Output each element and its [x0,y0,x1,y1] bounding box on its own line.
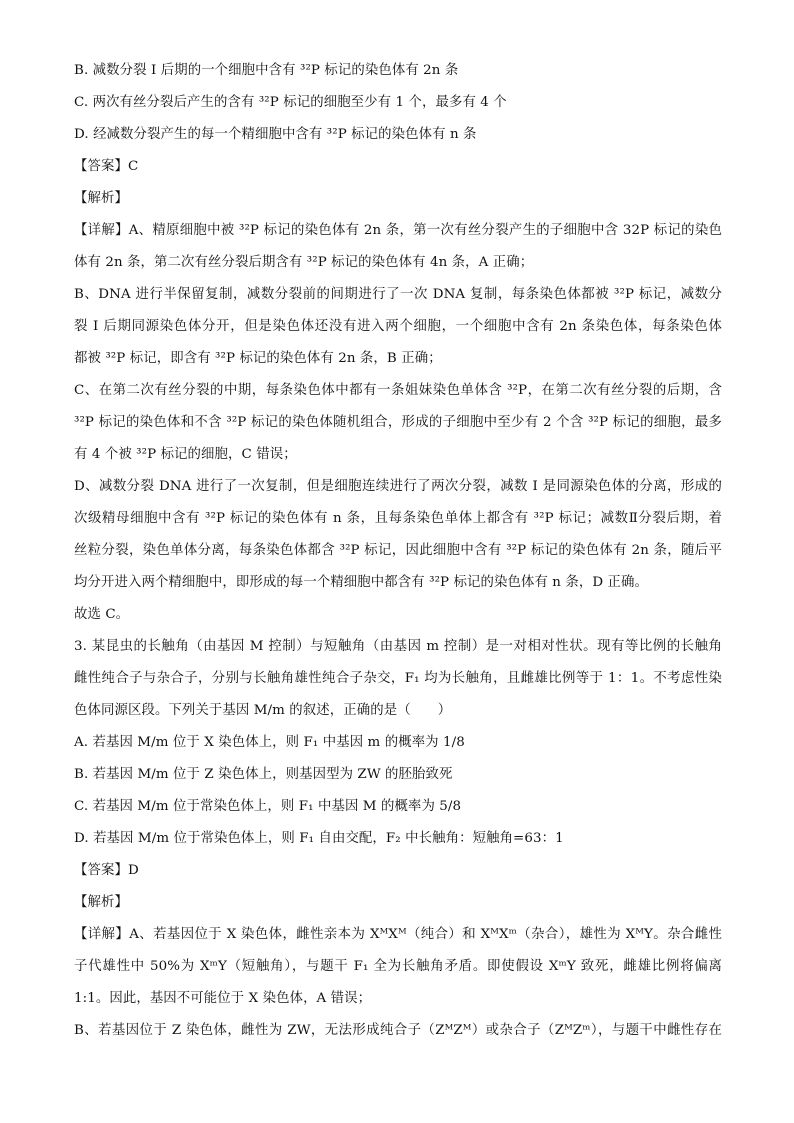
text-line: C、在第二次有丝分裂的中期，每条染色体中都有一条姐妹染色单体含 ³²P，在第二次有丝分裂的后期，含 [74,383,722,398]
text-line: 子代雄性中 50%为 XᵐY（短触角），与题干 F₁ 全为长触角矛盾。即使假设 XᵐY 致死，雌雄比例将偏离 [74,959,722,974]
text-line: 【详解】A、精原细胞中被 ³²P 标记的染色体有 2n 条，第一次有丝分裂产生的子细胞中含 32P 标记的染色 [74,223,722,238]
text-line: B、若基因位于 Z 染色体，雌性为 ZW，无法形成纯合子（ZᴹZᴹ）或杂合子（ZᴹZᵐ），与题干中雌性存在 [74,1023,722,1038]
text-line: 1:1。因此，基因不可能位于 X 染色体，A 错误； [74,991,372,1006]
text-line: 色体同源区段。下列关于基因 M/m 的叙述，正确的是（ ） [74,703,452,718]
text-line: 次级精母细胞中含有 ³²P 标记的染色体有 n 条，且每条染色单体上都含有 ³²P 标记；减数Ⅱ分裂后期，着 [74,511,722,526]
text-line: B. 若基因 M/m 位于 Z 染色体上，则基因型为 ZW 的胚胎致死 [74,767,453,782]
text-line: 体有 2n 条，第二次有丝分裂后期含有 ³²P 标记的染色体有 4n 条，A 正确； [74,255,534,270]
text-line: 3. 某昆虫的长触角（由基因 M 控制）与短触角（由基因 m 控制）是一对相对性状。现有等比例的长触角 [74,639,722,654]
text-line: 丝粒分裂，染色单体分离，每条染色体都含 ³²P 标记，因此细胞中含有 ³²P 标记的染色体有 2n 条，随后平 [74,543,722,558]
text-line: A. 若基因 M/m 位于 X 染色体上，则 F₁ 中基因 m 的概率为 1/8 [74,735,465,750]
text-line: 【解析】 [74,895,128,910]
text-line: D. 经减数分裂产生的每一个精细胞中含有 ³²P 标记的染色体有 n 条 [74,127,477,142]
text-line: 【答案】C [74,159,139,174]
text-line: 有 4 个被 ³²P 标记的细胞，C 错误； [74,447,297,462]
text-line: B. 减数分裂 I 后期的一个细胞中含有 ³²P 标记的染色体有 2n 条 [74,63,459,78]
text-line: 均分开进入两个精细胞中，即形成的每一个精细胞中都含有 ³²P 标记的染色体有 n 条，D 正确。 [74,575,649,590]
text-line: 都被 ³²P 标记，即含有 ³²P 标记的染色体有 2n 条，B 正确； [74,351,442,366]
text-line: C. 两次有丝分裂后产生的含有 ³²P 标记的细胞至少有 1 个，最多有 4 个 [74,95,507,110]
text-line: 故选 C。 [74,607,130,622]
text-line: 【详解】A、若基因位于 X 染色体，雌性亲本为 XᴹXᴹ（纯合）和 XᴹXᵐ（杂合），雄性为 XᴹY。杂合雌性 [74,927,722,942]
text-line: C. 若基因 M/m 位于常染色体上，则 F₁ 中基因 M 的概率为 5/8 [74,799,462,814]
text-line: B、DNA 进行半保留复制，减数分裂前的间期进行了一次 DNA 复制，每条染色体都被 ³²P 标记，减数分 [74,287,722,302]
text-line: 【答案】D [74,863,139,878]
text-line: 裂 I 后期同源染色体分开，但是染色体还没有进入两个细胞，一个细胞中含有 2n 条染色体，每条染色体 [74,319,722,334]
text-line: 雌性纯合子与杂合子，分别与长触角雄性纯合子杂交，F₁ 均为长触角，且雌雄比例等于 1：1。不考虑性染 [74,671,722,686]
text-line: D. 若基因 M/m 位于常染色体上，则 F₁ 自由交配，F₂ 中长触角：短触角=63：1 [74,831,564,846]
text-line: D、减数分裂 DNA 进行了一次复制，但是细胞连续进行了两次分裂，减数 I 是同源染色体的分离，形成的 [74,479,722,494]
text-line: ³²P 标记的染色体和不含 ³²P 标记的染色体随机组合，形成的子细胞中至少有 2 个含 ³²P 标记的细胞，最多 [74,415,722,430]
text-line: 【解析】 [74,191,128,206]
